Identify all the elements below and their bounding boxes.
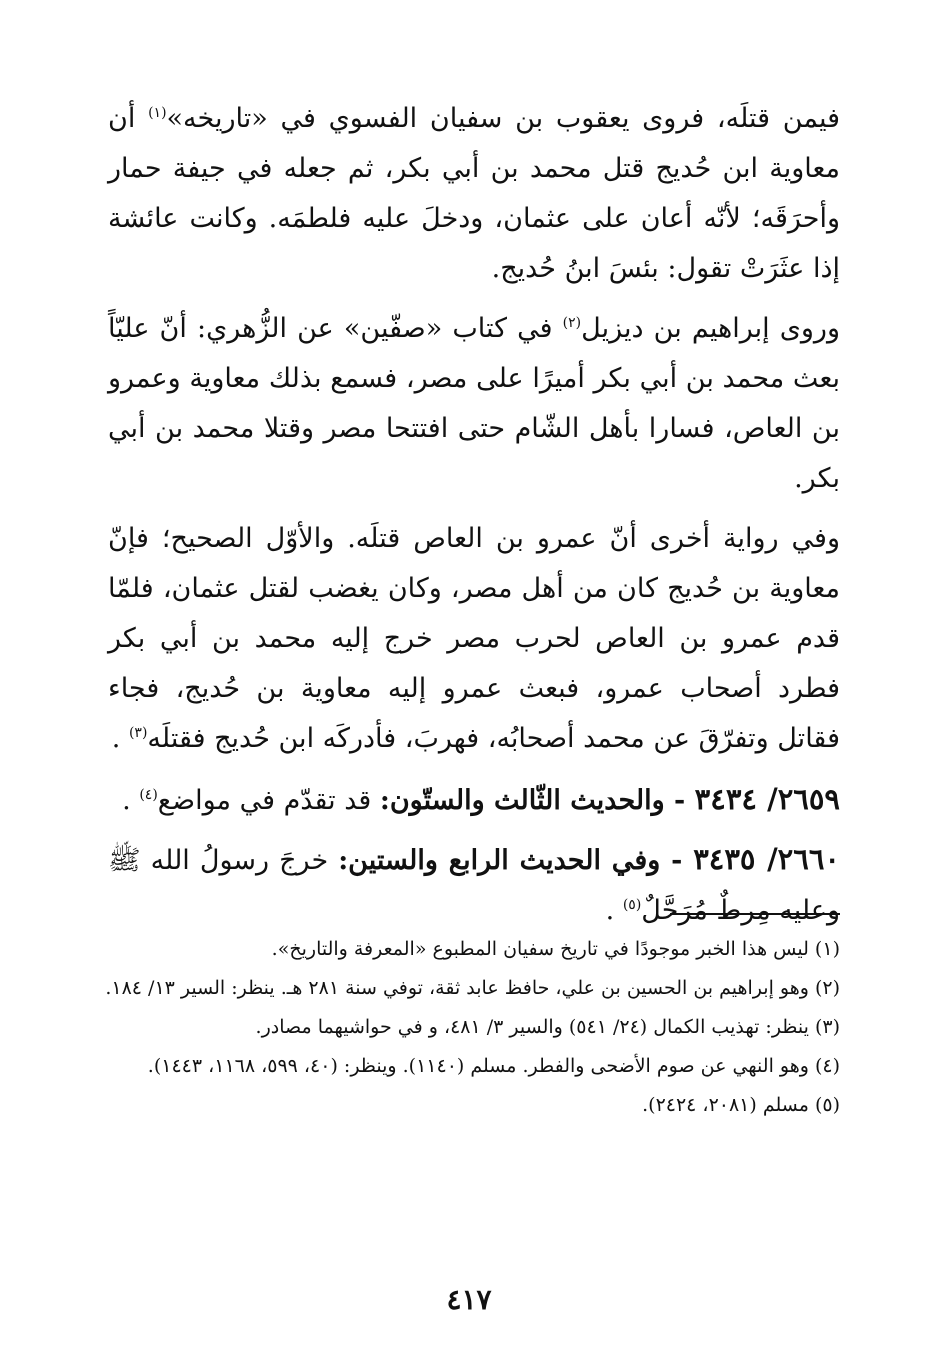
footnote-divider [670,913,840,915]
footnote-2: (٢) وهو إبراهيم بن الحسين بن علي، حافظ عابد ثقة، توفي سنة ٢٨١ هـ. ينظر: السير ١٣/ ١٨٤. [105,977,840,999]
hadith-1-number: ٢٦٥٩/ ٣٤٣٤ [694,782,840,816]
footnote-ref-1[interactable]: (١) [148,105,167,121]
hadith-entry-2 [108,834,840,936]
paragraph-1 [108,94,840,294]
hadith-1-after: . [122,785,140,816]
footnote-4: (٤) وهو النهي عن صوم الأضحى والفطر. مسلم (١١٤٠). وينظر: (٤٠، ٥٩٩، ١١٦٨، ١٤٤٣). [147,1055,840,1077]
hadith-2-title: وفي الحديث الرابع والستين: [338,845,661,876]
hadith-1-title: والحديث الثّالث والستّون: [379,785,665,816]
paragraph-2-text-after: في كتاب «صفّين» عن الزُّهري: أنّ عليّاً بعث محمد بن أبي بكر أميرًا على مصر، فسمع بذلك معاوية وعمرو بن العاص، فسارا بأهل الشّام حتى افتتحا مصر وقتلا محمد بن أبي بكر. [108,313,840,494]
hadith-1-dash: - [664,785,695,816]
paragraph-3-text-after: . [111,723,129,754]
paragraph-1-text-after: أن معاوية ابن حُديج قتل محمد بن أبي بكر، ثم جعله في جيفة حمار وأحرَقَه؛ لأنّه أعان على عثمان، ودخلَ عليه فلطمَه. وكانت عائشة إذا عثَرَتْ تقول: بئسَ ابنُ حُديج. [108,103,840,284]
footnote-ref-2[interactable]: (٢) [562,315,582,331]
hadith-2-number: ٢٦٦٠/ ٣٤٣٥ [693,842,840,876]
paragraph-2-text-before: وروى إبراهيم بن ديزيل [581,313,840,344]
footnotes-section [100,930,840,1125]
footnote-ref-3[interactable]: (٣) [128,725,148,741]
main-text [108,94,840,1368]
paragraph-1-text-before: فيمن قتلَه، فروى يعقوب بن سفيان الفسوي في «تاريخه» [166,103,840,134]
footnote-3: (٣) ينظر: تهذيب الكمال (٢٤/ ٥٤١) والسير ٣/ ٤٨١، و في حواشيهما مصادر. [255,1016,840,1038]
paragraph-2 [108,304,840,504]
hadith-2-dash: - [660,845,694,876]
paragraph-3 [108,514,840,764]
footnote-ref-5[interactable]: (٥) [622,897,642,913]
page-number: ٤١٧ [446,1283,492,1316]
hadith-2-after: . [605,895,623,926]
hadith-1-text: قد تقدّم في مواضع [157,785,380,816]
footnote-1: (١) ليس هذا الخبر موجودًا في تاريخ سفيان المطبوع «المعرفة والتاريخ». [271,938,840,960]
footnote-ref-4[interactable]: (٤) [139,787,158,803]
hadith-2-text: خرجَ رسولُ الله ﷺ وعليه مِرطٌ مُرَحَّلٌ [108,845,840,926]
footnote-5: (٥) مسلم (٢٠٨١، ٢٤٢٤). [642,1094,840,1116]
paragraph-3-text-before: وفي رواية أخرى أنّ عمرو بن العاص قتلَه. والأوّل الصحيح؛ فإنّ معاوية بن حُديج كان من أهل مصر، وكان يغضب لقتل عثمان، فلمّا قدم عمرو بن العاص لحرب مصر خرج إليه محمد بن أبي بكر فطرد أصحاب عمرو، فبعث عمرو إليه معاوية بن حُديج، فجاء فقاتل وتفرّقَ عن محمد أصحابُه، فهربَ، فأدركَه ابن حُديج فقتلَه [108,523,840,754]
hadith-entry-1 [108,774,840,826]
